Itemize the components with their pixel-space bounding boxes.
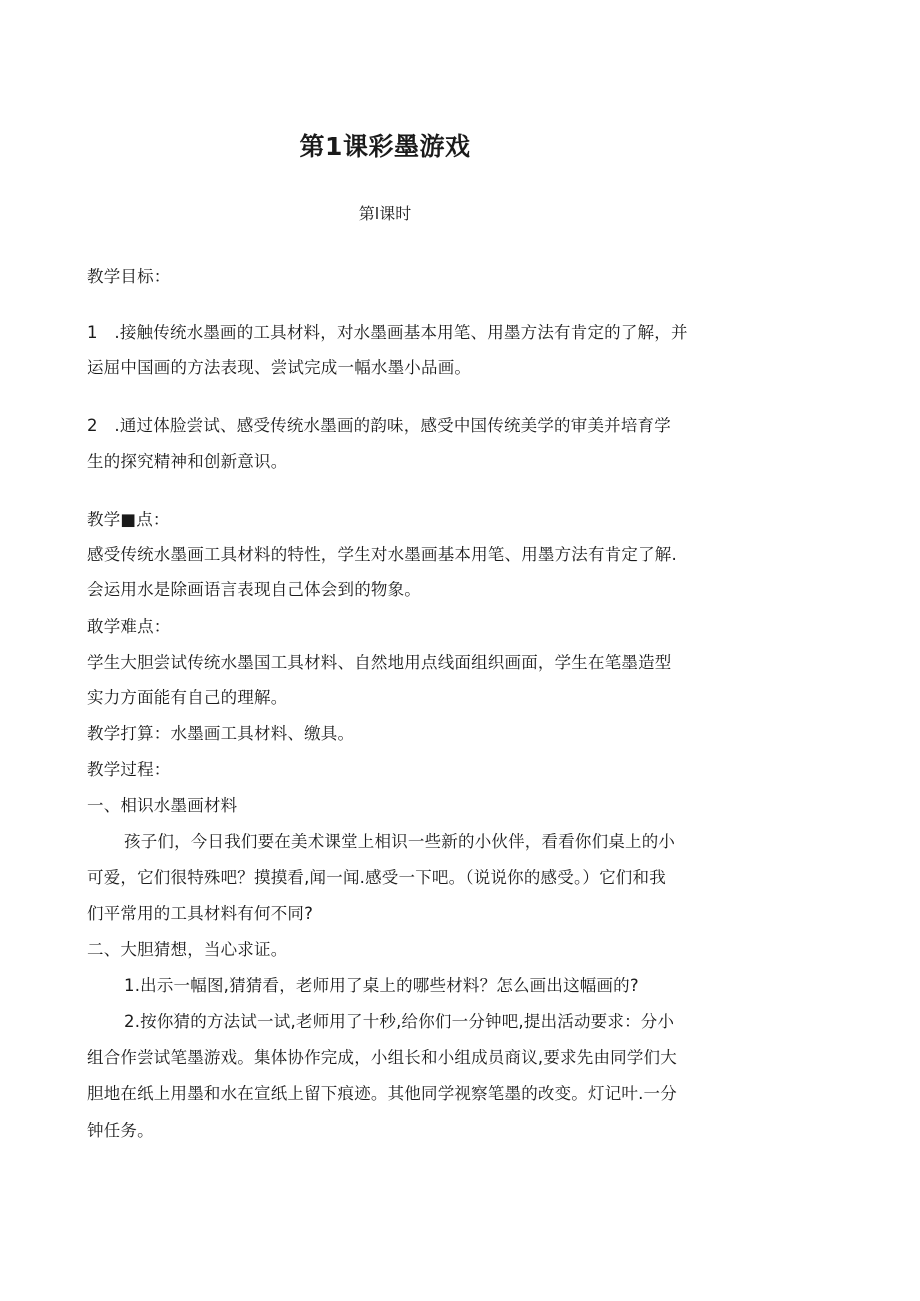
difficulties-line-1: 学生大胆尝试传统水墨国工具材料、自然地用点线面组织画面，学生在笔墨造型	[87, 653, 672, 672]
objective-2-line-2: 生的探究精神和创新意识。	[87, 452, 288, 471]
preparation-line: 教学打算：水墨画工具材料、缴具。	[87, 724, 355, 743]
key-points-line-1: 感受传统水墨画工具材料的特性，学生对水墨画基本用笔、用墨方法有肯定了解.	[87, 545, 677, 564]
lesson-subtitle: 第l课时	[358, 204, 412, 223]
objective-2-line-1: 2 .通过体脸尝试、感受传统水墨画的韵味，感受中国传统美学的审美并培育学	[87, 416, 671, 435]
section-2-item-2-line-3: 胆地在纸上用墨和水在宣纸上留下痕迹。其他同学视察笔墨的改变。灯记叶.一分	[87, 1084, 677, 1103]
section-2-item-2-line-1: 2.按你猜的方法试一试,老师用了十秒,给你们一分钟吧,提出活动要求：分小	[124, 1012, 675, 1031]
section-2-item-2-line-4: 钟任务。	[87, 1121, 154, 1140]
heading-difficulties: 敢学难点：	[87, 617, 171, 636]
heading-objectives: 教学目标：	[87, 267, 171, 286]
heading-key-points: 教学■点：	[87, 510, 170, 529]
section-1-paragraph-line-3: 们平常用的工具材料有何不同?	[87, 904, 314, 923]
section-2-heading: 二、大胆猜想，当心求证。	[87, 940, 288, 959]
section-2-item-2-line-2: 组合作尝试笔墨游戏。集体协作完成，小组长和小组成员商议,要求先由同学们大	[87, 1048, 677, 1067]
difficulties-line-2: 实力方面能有自己的理解。	[87, 688, 288, 707]
section-1-heading: 一、相识水墨画材料	[87, 796, 238, 815]
section-1-paragraph-line-2: 可爱，它们很特殊吧？摸摸看,闻一闻.感受一下吧。（说说你的感受。）它们和我	[87, 868, 666, 887]
page-title: 第1课彩墨游戏	[299, 132, 471, 161]
heading-process: 教学过程：	[87, 760, 171, 779]
key-points-line-2: 会运用水是除画语言表现自己体会到的物象。	[87, 580, 421, 599]
objective-1-line-1: 1 .接触传统水墨画的工具材料，对水墨画基本用笔、用墨方法有肯定的了解，并	[87, 323, 688, 342]
section-1-paragraph-line-1: 孩子们，今日我们要在美术课堂上相识一些新的小伙伴，看看你们桌上的小	[124, 832, 676, 851]
objective-1-line-2: 运屈中国画的方法表现、尝试完成一幅水墨小品画。	[87, 358, 472, 377]
section-2-item-1: 1.出示一幅图,猜猜看，老师用了桌上的哪些材料？怎么画出这幅画的?	[124, 976, 639, 995]
